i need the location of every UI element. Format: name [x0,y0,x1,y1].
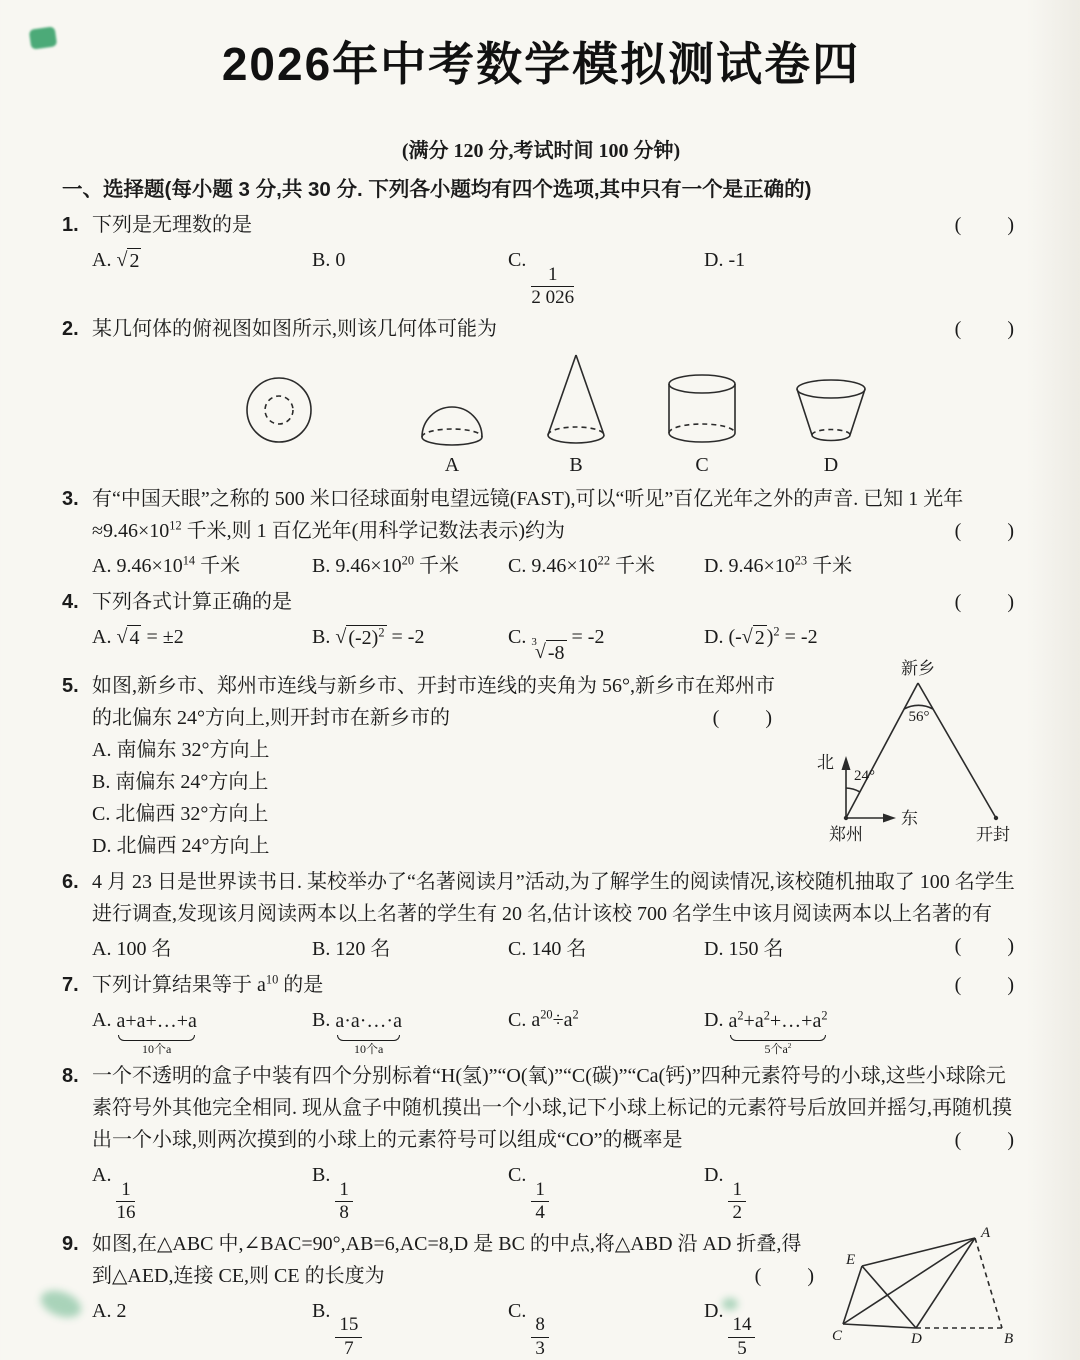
question-stem: 如图,新乡市、郑州市连线与新乡市、开封市连线的夹角为 56°,新乡市在郑州市的北偏东 24°方向上,则开封市在新乡市的 [92,674,775,729]
question-2-figures [242,351,1020,477]
option-b: B. 120 名 [312,937,391,960]
question-stem: 下列是无理数的是 [92,214,252,236]
option-a: A. $\frac{1}{16}$ [92,1164,136,1224]
figure-label: B [569,453,583,476]
cone-icon [540,351,612,451]
option-c: C. $9.46\times 10^{22}$ 千米 [508,553,656,577]
question-9-number: 9. [62,1232,79,1255]
question-9-options [92,1295,820,1360]
question-3 [62,483,1020,582]
folded-triangle-diagram [830,1224,1020,1346]
question-4-number: 4. [62,590,79,613]
question-1-stem-line [92,209,1020,241]
question-stem: 一个不透明的盒子中装有四个分别标着“H(氢)”“O(氧)”“C(碳)”“Ca(钙)”四种元素符号的小球,这些小球除元素符号外其他完全相同. 现从盒子中随机摸出一个小球,记下小球上标记的元素符号后放回并摇匀,再随机摸出一个小球,则两次摸到的小球上的元素符号可以组成“CO”的概率是 [92,1065,1012,1152]
figure-label: D [823,453,839,476]
option-b: B. $\frac{15}{7}$ [312,1295,508,1360]
option-a: A. 100 名 [92,937,172,960]
city-xinxiang-label: 新乡 [901,658,935,678]
question-3-options [92,550,1020,582]
option-d: D. -1 [704,249,746,271]
question-3-number: 3. [62,487,79,510]
answer-bracket: ( ) [954,590,1016,613]
question-2-stem-line [92,313,1020,345]
angle-24-label: 24° [854,767,875,784]
answer-bracket: ( ) [954,519,1016,542]
option-b: B. √ $(-2)^2$ = -2 [312,625,425,649]
option-b: B. $9.46\times 10^{20}$ 千米 [312,553,460,577]
question-3-stem-line [92,483,1020,547]
figure-frustum [792,377,870,477]
question-1-options [92,244,1020,309]
option-d: D. $a^2+a^2+\dots+a^2$ 5个$a^2$ [704,1008,828,1056]
option-b: B. 南偏东 24°方向上 [92,770,269,793]
question-4-stem-line [92,586,1020,618]
question-2-number: 2. [62,317,79,340]
option-b: B. $\frac{1}{8}$ [312,1159,508,1224]
question-8-options [92,1159,1020,1224]
option-c: C. $\frac{8}{3}$ [508,1295,704,1360]
question-7-options [92,1004,1020,1056]
point-b-label: B [1004,1330,1014,1346]
point-a-label: A [981,1224,991,1241]
option-d: D. 150 名 [704,937,784,960]
figure-label: A [444,453,460,476]
figure-cone [540,351,612,477]
question-8-number: 8. [62,1065,79,1088]
cylinder-icon [664,371,740,451]
question-8 [62,1060,1020,1224]
question-8-stem-line [92,1060,1020,1156]
city-zhengzhou-label: 郑州 [829,824,863,844]
figure-label: C [695,453,709,476]
question-stem: 如图,在△ABC 中,∠BAC=90°,AB=6,AC=8,D 是 BC 的中点,将△ABD 沿 AD 折叠,得到△AED,连接 CE,则 CE 的长度为 [92,1232,802,1287]
question-9 [62,1224,1020,1360]
exam-info: (满分 120 分,考试时间 100 分钟) [401,140,681,162]
question-2 [62,313,1020,479]
city-kaifeng-label: 开封 [976,824,1010,844]
option-b: B. 0 [312,249,346,271]
angle-arc-24 [846,788,860,792]
frustum-icon [792,377,870,451]
answer-bracket: ( ) [954,934,1016,957]
question-7 [62,969,1020,1056]
option-a: A. √ 4 = ±2 [92,625,184,649]
answer-bracket: ( ) [954,214,1016,236]
option-d: D. $\frac{14}{5}$ [704,1295,820,1360]
question-4 [62,586,1020,666]
top-view-icon [242,373,316,447]
option-c: C. $\frac{1}{2 026}$ [508,249,575,309]
point-d-label: D [911,1330,922,1346]
figure-hemisphere [416,393,488,477]
q9-triangle-diagram [830,1224,1020,1346]
scan-artifact-smudge [722,1298,738,1310]
answer-bracket: ( ) [754,1264,816,1287]
answer-bracket: ( ) [954,973,1016,996]
point-c-label: C [832,1327,843,1344]
hemisphere-icon [416,393,488,451]
option-a: A. 南偏东 32°方向上 [92,738,270,761]
question-6-options [92,933,945,965]
option-d: D. $9.46\times 10^{23}$ 千米 [704,553,853,577]
east-label: 东 [901,808,918,828]
page-title: 2026年中考数学模拟测试卷四 [221,38,861,90]
question-1-number: 1. [62,214,79,236]
north-label: 北 [817,752,834,772]
question-stem: 有“中国天眼”之称的 500 米口径球面射电望远镜(FAST),可以“听见”百亿光年之外的声音. 已知 1 光年$\approx 9.46\times 10^{12}$ 千米,则 1 百亿光年(用科学记数法表示)约为 [92,487,964,542]
question-5-number: 5. [62,674,79,697]
bearing-diagram [788,658,1020,844]
question-stem: 4 月 23 日是世界读书日. 某校举办了“名著阅读月”活动,为了解学生的阅读情况,该校随机抽取了 100 名学生进行调查,发现该月阅读两本以上名著的学生有 20 名,估计该校 700 名学生中该月阅读两本以上名著的有 [92,870,1015,925]
option-a: A. 2 [92,1299,127,1322]
question-stem: 下列各式计算正确的是 [92,590,292,613]
option-a: A. √ 2 [92,249,140,272]
question-stem: 某几何体的俯视图如图所示,则该几何体可能为 [92,317,497,340]
q5-direction-diagram [788,658,1020,844]
section-heading: 一、选择题(每小题 3 分,共 30 分. 下列各小题均有四个选项,其中只有一个是正确的) [62,178,812,201]
option-c: C. 140 名 [508,937,587,960]
option-d: D. $\frac{1}{2}$ [704,1159,1020,1224]
question-5 [62,658,1020,862]
question-stem: 下列计算结果等于 $a^{10}$ 的是 [92,972,324,996]
question-6 [62,866,1020,965]
question-7-number: 7. [62,973,79,996]
option-b: B. a·a·…·a 10个a [312,1008,402,1056]
figure-cylinder [664,371,740,477]
scan-artifact-corner [29,26,58,49]
question-6-number: 6. [62,870,79,893]
option-c: C. $a^{20}\div a^2$ [508,1007,579,1031]
point-e-label: E [846,1251,856,1268]
option-c: C. 3 √ -8 = -2 [508,625,605,664]
top-view-figure [242,373,316,447]
question-7-stem-line [92,969,1020,1001]
option-c: C. $\frac{1}{4}$ [508,1159,704,1224]
option-d: D. (- √ 2 )$^2$ = -2 [704,624,818,649]
option-c: C. 北偏西 32°方向上 [92,802,269,825]
option-d: D. 北偏西 24°方向上 [92,834,270,857]
option-a: A. a+a+…+a 10个a [92,1008,197,1056]
angle-56-label: 56° [908,708,930,725]
question-1 [62,209,1020,309]
answer-bracket: ( ) [712,706,774,729]
answer-bracket: ( ) [954,317,1016,340]
option-a: A. $9.46\times 10^{14}$ 千米 [92,553,241,577]
answer-bracket: ( ) [954,1129,1016,1152]
